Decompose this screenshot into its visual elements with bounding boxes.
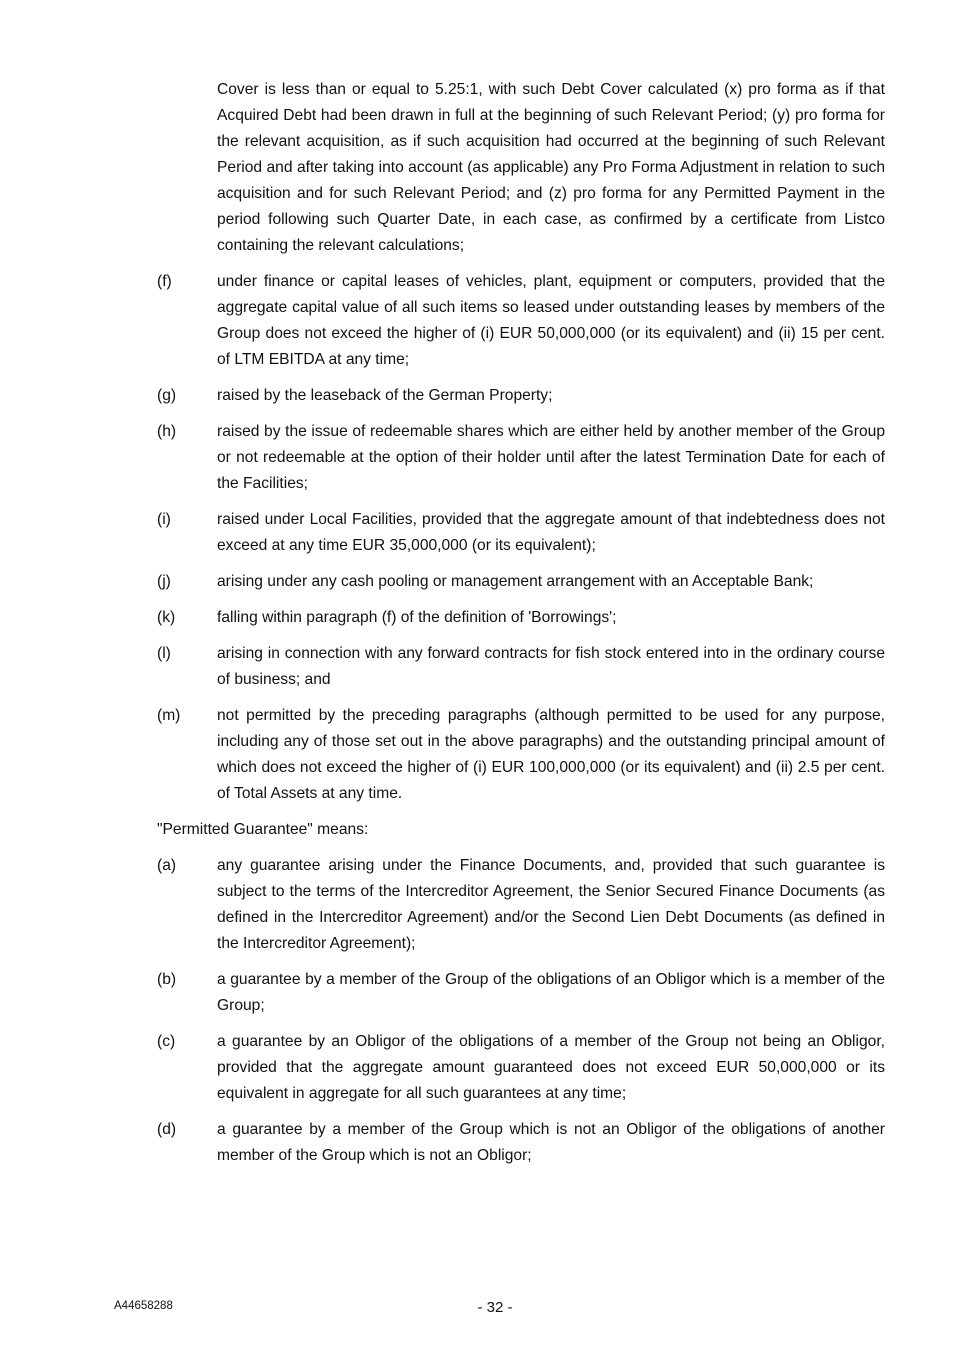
document-reference: A44658288 <box>114 1300 173 1312</box>
item-label: (f) <box>157 273 172 290</box>
item-label: (m) <box>157 707 181 724</box>
item-label: (i) <box>157 511 171 528</box>
item-text: arising under any cash pooling or management arrangement with an Acceptable Bank; <box>217 573 814 590</box>
guarantee-item-d <box>157 1117 885 1169</box>
guarantee-item-a <box>157 853 885 957</box>
item-text: raised under Local Facilities, provided that the aggregate amount of that indebtedness does not exceed at any time EUR 35,000,000 (or its equivalent); <box>217 511 885 554</box>
item-label: (d) <box>157 1121 177 1138</box>
item-text: not permitted by the preceding paragraphs (although permitted to be used for any purpose, including any of those set out in the above paragraphs) and the outstanding principal amount of which does not exceed the higher of (i) EUR 100,000,000 (or its equivalent) and (ii) 2.5 per cent. of Total Assets at any time. <box>217 707 885 802</box>
item-label: (k) <box>157 609 176 626</box>
item-text: a guarantee by an Obligor of the obligations of a member of the Group not being an Obligor, provided that the aggregate amount guaranteed does not exceed EUR 50,000,000 or its equivalent in aggregate for all such guarantees at any time; <box>217 1033 885 1102</box>
item-label: (l) <box>157 645 171 662</box>
item-text: raised by the issue of redeemable shares which are either held by another member of the Group or not redeemable at the option of their holder until after the latest Termination Date for each of the Facilities; <box>217 423 885 492</box>
list-item-k <box>157 605 885 631</box>
list-item-m <box>157 703 885 807</box>
item-label: (b) <box>157 971 177 988</box>
item-label: (h) <box>157 423 177 440</box>
list-item-h <box>157 419 885 497</box>
continuation-paragraph: Cover is less than or equal to 5.25:1, with such Debt Cover calculated (x) pro forma as if that Acquired Debt had been drawn in full at the beginning of such Relevant Period; (y) pro forma for the relevant acquisition, as if such acquisition had occurred at the beginning of such Relevant Period and after taking into account (as applicable) any Pro Forma Adjustment in relation to such acquisition and for such Relevant Period; and (z) pro forma for any Permitted Payment in the period following such Quarter Date, in each case, as confirmed by a certificate from Listco containing the relevant calculations; <box>217 81 885 254</box>
list-item-l <box>157 641 885 693</box>
guarantee-item-c <box>157 1029 885 1107</box>
item-label: (c) <box>157 1033 176 1050</box>
item-text: falling within paragraph (f) of the definition of 'Borrowings'; <box>217 609 617 626</box>
definition-heading: "Permitted Guarantee" means: <box>157 821 369 838</box>
item-text: any guarantee arising under the Finance Documents, and, provided that such guarantee is subject to the terms of the Intercreditor Agreement, the Senior Secured Finance Documents (as defined in the Intercreditor Agreement) and/or the Second Lien Debt Documents (as defined in the Intercreditor Agreement); <box>217 857 885 952</box>
item-text: a guarantee by a member of the Group which is not an Obligor of the obligations of another member of the Group which is not an Obligor; <box>217 1121 885 1164</box>
item-text: a guarantee by a member of the Group of the obligations of an Obligor which is a member of the Group; <box>217 971 885 1014</box>
list-item-g <box>157 383 885 409</box>
item-text: raised by the leaseback of the German Property; <box>217 387 553 404</box>
document-body <box>157 77 885 1179</box>
item-label: (a) <box>157 857 177 874</box>
item-label: (j) <box>157 573 171 590</box>
item-text: under finance or capital leases of vehicles, plant, equipment or computers, provided that the aggregate capital value of all such items so leased under outstanding leases by members of the Group does not exceed the higher of (i) EUR 50,000,000 (or its equivalent) and (ii) 15 per cent. of LTM EBITDA at any time; <box>217 273 885 368</box>
item-text: arising in connection with any forward contracts for fish stock entered into in the ordinary course of business; and <box>217 645 885 688</box>
list-item-i <box>157 507 885 559</box>
guarantee-item-b <box>157 967 885 1019</box>
list-item-f <box>157 269 885 373</box>
item-label: (g) <box>157 387 177 404</box>
list-item-j <box>157 569 885 595</box>
page-number: - 32 - <box>477 1299 513 1316</box>
